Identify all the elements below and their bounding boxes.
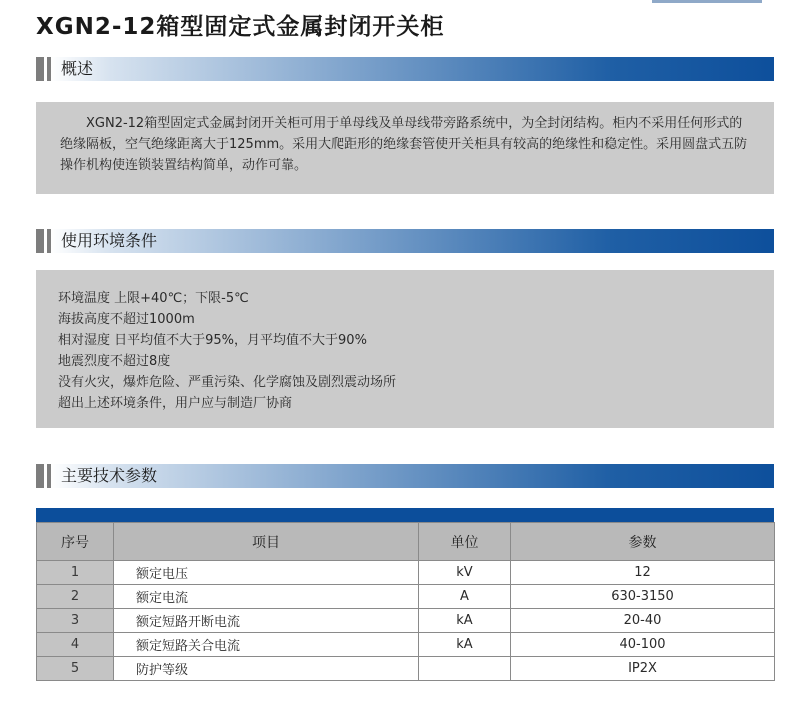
cell-no: 2 [37, 585, 114, 609]
column-header-value: 参数 [511, 523, 775, 561]
cell-no: 5 [37, 657, 114, 681]
table-header-row [37, 523, 775, 561]
cell-item: 额定短路开断电流 [114, 609, 419, 633]
cell-item: 额定短路关合电流 [114, 633, 419, 657]
cell-value: 630-3150 [511, 585, 775, 609]
cell-no: 4 [37, 633, 114, 657]
table-row [37, 633, 775, 657]
cell-unit: kA [419, 609, 511, 633]
environment-list [58, 288, 774, 414]
specs-table [36, 522, 775, 681]
list-item: 相对湿度 日平均值不大于95%，月平均值不大于90% [58, 333, 367, 348]
cell-no: 1 [37, 561, 114, 585]
cell-item: 防护等级 [114, 657, 419, 681]
cell-unit: A [419, 585, 511, 609]
environment-panel [36, 270, 774, 428]
section-bar [51, 229, 774, 253]
list-item: 海拔高度不超过1000m [58, 312, 195, 327]
section-header-environment [36, 229, 774, 253]
cell-unit: kA [419, 633, 511, 657]
column-header-item: 项目 [114, 523, 419, 561]
section-header-specs [36, 464, 774, 488]
cell-item: 额定电流 [114, 585, 419, 609]
section-title-overview: 概述 [61, 59, 94, 78]
cell-no: 3 [37, 609, 114, 633]
section-title-environment: 使用环境条件 [61, 231, 158, 250]
list-item: 地震烈度不超过8度 [58, 354, 171, 369]
cell-value: IP2X [511, 657, 775, 681]
top-decorative-rule [652, 0, 762, 3]
table-row [37, 585, 775, 609]
cell-value: 12 [511, 561, 775, 585]
section-header-overview [36, 57, 774, 81]
cell-unit: kV [419, 561, 511, 585]
cell-item: 额定电压 [114, 561, 419, 585]
section-title-specs: 主要技术参数 [61, 466, 158, 485]
overview-text: XGN2-12箱型固定式金属封闭开关柜可用于单母线及单母线带旁路系统中，为全封闭结构。柜内不采用任何形式的绝缘隔板，空气绝缘距离大于125mm。采用大爬距形的绝缘套管使开关柜具有较高的绝缘性和稳定性。采用圆盘式五防操作机构使连锁装置结构简单，动作可靠。 [60, 116, 748, 173]
section-marker [36, 57, 44, 81]
overview-panel [36, 102, 774, 194]
table-row [37, 657, 775, 681]
column-header-no: 序号 [37, 523, 114, 561]
list-item: 没有火灾，爆炸危险、严重污染、化学腐蚀及剧烈震动场所 [58, 375, 397, 390]
column-header-unit: 单位 [419, 523, 511, 561]
cell-value: 20-40 [511, 609, 775, 633]
list-item: 环境温度 上限+40℃；下限-5℃ [58, 291, 249, 306]
table-row [37, 609, 775, 633]
table-row [37, 561, 775, 585]
cell-unit [419, 657, 511, 681]
section-bar [51, 464, 774, 488]
section-bar [51, 57, 774, 81]
table-top-bar [36, 508, 774, 522]
cell-value: 40-100 [511, 633, 775, 657]
page-title: XGN2-12箱型固定式金属封闭开关柜 [36, 14, 445, 40]
section-marker [36, 229, 44, 253]
list-item: 超出上述环境条件，用户应与制造厂协商 [58, 396, 293, 411]
section-marker [36, 464, 44, 488]
